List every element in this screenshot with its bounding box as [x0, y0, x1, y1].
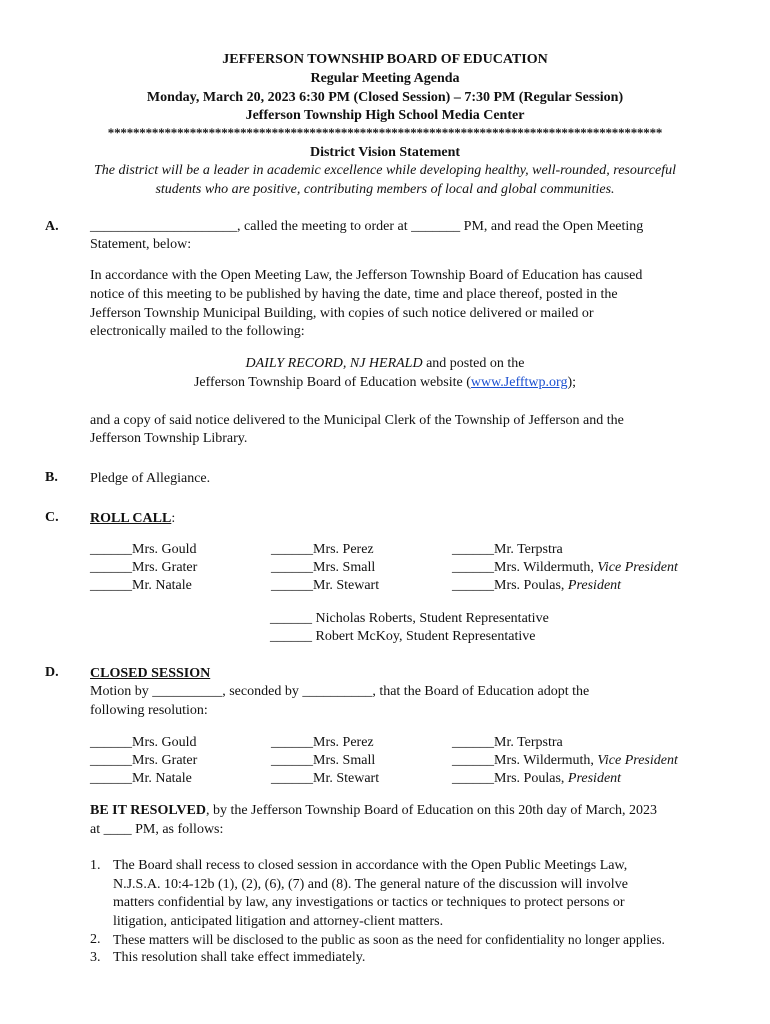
call-to-order-text: , called the meeting to order at: [237, 219, 408, 234]
roll-call-title: ROLL CALL: [90, 511, 172, 526]
roll-poulas-role: President: [567, 578, 622, 593]
roll-grater: ______Mrs. Grater: [90, 560, 198, 575]
vote-small: ______Mrs. Small: [271, 753, 376, 768]
section-d-label: D.: [45, 665, 59, 680]
resolved-line-2: at ____ PM, as follows:: [90, 822, 224, 837]
roll-call-colon: :: [171, 511, 176, 526]
vision-line-1: The district will be a leader in academic excellence while developing healthy, well-rounded, resourceful: [93, 163, 676, 178]
item-3-num: 3.: [90, 950, 101, 965]
vote-poulas: [452, 770, 621, 788]
website-link[interactable]: www.Jefftwp.org: [470, 375, 568, 390]
roll-terpstra: ______Mr. Terpstra: [452, 542, 563, 557]
website-line: [0, 375, 770, 391]
roll-natale: ______Mr. Natale: [90, 578, 192, 593]
open-meeting-para-1: In accordance with the Open Meeting Law, the Jefferson Township Board of Education has caused: [90, 268, 643, 283]
vote-stewart: ______Mr. Stewart: [271, 771, 380, 786]
pledge-text: Pledge of Allegiance.: [90, 471, 211, 486]
closed-session-heading: CLOSED SESSION: [90, 666, 211, 681]
board-title: JEFFERSON TOWNSHIP BOARD OF EDUCATION: [222, 52, 548, 67]
motion-line-2: following resolution:: [90, 703, 208, 718]
item-1-line-3: matters confidential by law, any investigations or tactics or techniques to protect persons or: [113, 895, 625, 910]
roll-small: ______Mrs. Small: [271, 560, 376, 575]
section-a-label: A.: [45, 219, 59, 234]
vote-terpstra: ______Mr. Terpstra: [452, 735, 563, 750]
newspapers-line: [0, 356, 770, 372]
item-1-line-2: N.J.S.A. 10:4-12b (1), (2), (6), (7) and (8). The general nature of the discussion will involve: [113, 877, 628, 892]
student-rep-roberts: ______ Nicholas Roberts, Student Representative: [270, 611, 549, 626]
statement-below: Statement, below:: [90, 237, 192, 252]
time-blank: _______: [411, 219, 461, 234]
vote-grater: ______Mrs. Grater: [90, 753, 198, 768]
roll-poulas: [452, 577, 621, 595]
open-meeting-para-3: Jefferson Township Municipal Building, with copies of such notice delivered or mailed or: [90, 306, 594, 321]
presider-blank: _____________________: [90, 219, 237, 234]
header-divider: ****************************************************************************************: [107, 125, 663, 140]
newspapers-tail: and posted on the: [422, 356, 525, 371]
section-b-label: B.: [45, 470, 58, 485]
notice-para-1: and a copy of said notice delivered to the Municipal Clerk of the Township of Jefferson and the: [90, 413, 624, 428]
vision-line-2: students who are positive, contributing members of local and global communities.: [155, 182, 615, 197]
item-1-num: 1.: [90, 858, 101, 873]
meeting-datetime: Monday, March 20, 2023 6:30 PM (Closed Session) – 7:30 PM (Regular Session): [146, 90, 624, 105]
item-1-line-1: The Board shall recess to closed session in accordance with the Open Public Meetings Law,: [113, 858, 628, 873]
website-prefix: Jefferson Township Board of Education website (: [193, 375, 471, 390]
vote-wildermuth-name: ______Mrs. Wildermuth,: [452, 753, 598, 768]
vote-poulas-role: President: [567, 771, 622, 786]
roll-wildermuth-name: ______Mrs. Wildermuth,: [452, 560, 598, 575]
open-meeting-para-4: electronically mailed to the following:: [90, 324, 305, 339]
call-to-order-end: PM, and read the Open Meeting: [463, 219, 644, 234]
vote-perez: ______Mrs. Perez: [271, 735, 374, 750]
resolved-text: , by the Jefferson Township Board of Education on this 20th day of March, 2023: [205, 803, 658, 818]
roll-poulas-name: ______Mrs. Poulas,: [452, 578, 568, 593]
newspapers: DAILY RECORD, NJ HERALD: [245, 356, 423, 371]
roll-wildermuth: [452, 559, 678, 577]
resolved-line-1: [90, 802, 657, 820]
meeting-type: Regular Meeting Agenda: [310, 71, 460, 86]
roll-gould: ______Mrs. Gould: [90, 542, 197, 557]
vote-wildermuth-role: Vice President: [597, 753, 678, 768]
item-1-line-4: litigation, anticipated litigation and attorney-client matters.: [113, 914, 444, 929]
vote-gould: ______Mrs. Gould: [90, 735, 197, 750]
call-to-order-line: [90, 218, 643, 236]
roll-call-heading: [90, 510, 175, 528]
roll-wildermuth-role: Vice President: [597, 560, 678, 575]
vote-wildermuth: [452, 752, 678, 770]
motion-line-1: Motion by __________, seconded by __________, that the Board of Education adopt the: [90, 684, 590, 699]
vote-natale: ______Mr. Natale: [90, 771, 192, 786]
roll-perez: ______Mrs. Perez: [271, 542, 374, 557]
vote-poulas-name: ______Mrs. Poulas,: [452, 771, 568, 786]
meeting-location: Jefferson Township High School Media Center: [245, 108, 525, 123]
notice-para-2: Jefferson Township Library.: [90, 431, 248, 446]
open-meeting-para-2: notice of this meeting to be published by having the date, time and place thereof, posted in the: [90, 287, 618, 302]
item-3-line-1: This resolution shall take effect immediately.: [113, 950, 366, 965]
item-2-num: 2.: [90, 932, 101, 947]
item-2-line-1: These matters will be disclosed to the public as soon as the need for confidentiality no longer applies.: [113, 932, 665, 947]
vision-heading: District Vision Statement: [309, 145, 461, 160]
student-rep-mckoy: ______ Robert McKoy, Student Representative: [270, 629, 536, 644]
website-suffix: );: [567, 375, 577, 390]
be-it-resolved: BE IT RESOLVED: [90, 803, 206, 818]
section-c-label: C.: [45, 510, 59, 525]
roll-stewart: ______Mr. Stewart: [271, 578, 380, 593]
